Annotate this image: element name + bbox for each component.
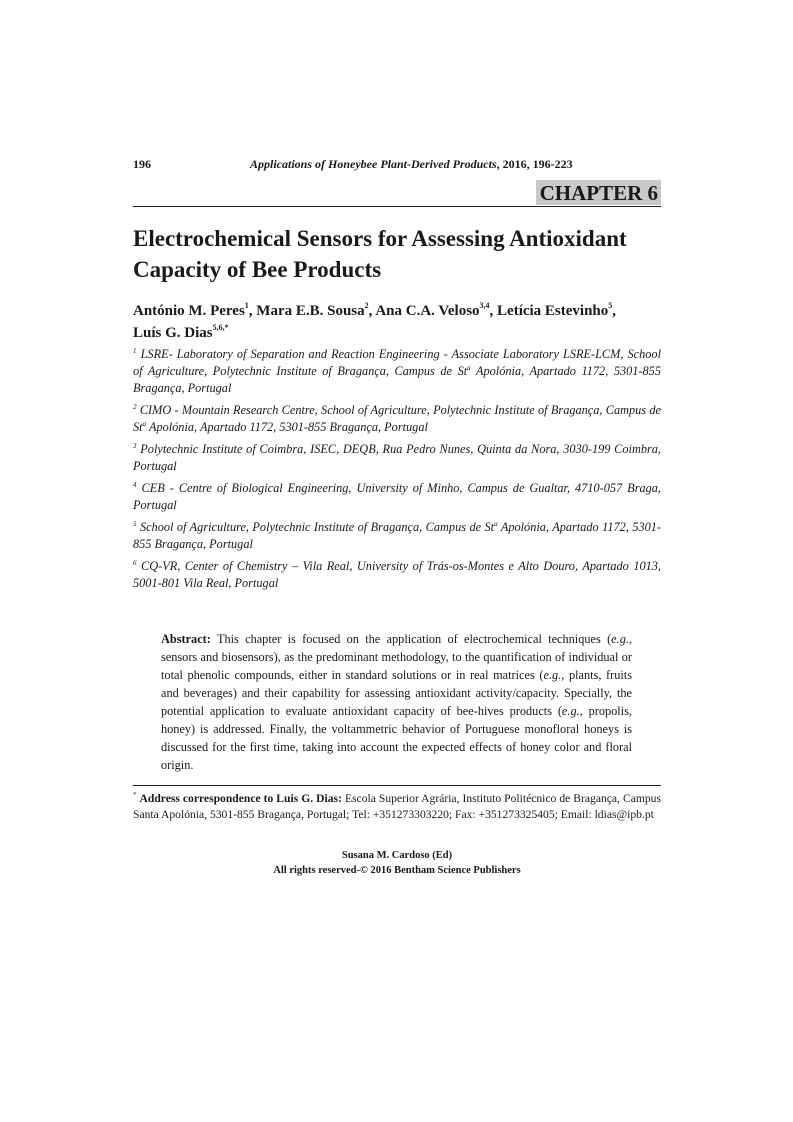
author-affiliation-marker: 2: [364, 301, 369, 310]
rights-line: All rights reserved-© 2016 Bentham Science Publishers: [273, 865, 521, 876]
editor-line: Susana M. Cardoso (Ed): [341, 850, 453, 861]
author-name: Letícia Estevinho: [497, 303, 609, 319]
author-name: Ana C.A. Veloso: [375, 303, 480, 319]
affiliation-number: 1: [133, 347, 137, 355]
page-number: 196: [133, 157, 151, 171]
abstract: [161, 630, 632, 774]
author-name: António M. Peres: [133, 303, 245, 319]
author-affiliation-marker: 3,4: [479, 301, 490, 310]
affiliation-text: Polytechnic Institute of Coimbra, ISEC, DEQB, Rua Pedro Nunes, Quinta da Nora, 3030-199 Coimbra, Portugal: [133, 442, 661, 473]
affiliation-text: LSRE- Laboratory of Separation and Reaction Engineering - Associate Laboratory LSRE-LCM, School of Agriculture, Polytechnic Institute of Bragança, Campus de St$^a$ Apolónia, Apartado 1172, 5301-855 Bragança, Portugal: [133, 347, 661, 395]
author-list: [133, 300, 663, 344]
correspondence-footnote: [133, 791, 661, 823]
chapter-label: CHAPTER 6: [536, 180, 661, 205]
journal-name: Applications of Honeybee Plant-Derived Products: [250, 157, 497, 171]
affiliation-item: [133, 519, 661, 553]
footnote-label: Address correspondence to Luis G. Dias:: [139, 792, 342, 805]
abstract-text: This chapter is focused on the application of electrochemical techniques (e.g., sensors and biosensors), as the predominant methodology, to the quantification of individual or total phenolic compounds, either in standard solutions or in real matrices (e.g., plants, fruits and beverages) and their capability for assessing antioxidant activity/capacity. Specially, the potential application to evaluate antioxidant capacity of bee-hives products (e.g., propolis, honey) is addressed. Finally, the voltammetric behavior of Portuguese monofloral honeys is discussed for the first time, taking into account the expected effects of honey color and floral origin.: [161, 632, 633, 772]
journal-citation: [250, 157, 573, 172]
abstract-label: Abstract:: [161, 632, 211, 646]
affiliation-item: [133, 346, 661, 397]
affiliation-item: [133, 558, 661, 592]
affiliation-number: 6: [133, 559, 137, 567]
publisher-block: [133, 848, 661, 878]
author-separator: ,: [368, 303, 376, 319]
affiliation-list: [133, 346, 661, 597]
affiliation-item: [133, 441, 661, 475]
footnote-text: Escola Superior Agrária, Instituto Politécnico de Bragança, Campus Santa Apolónia, 5301-855 Bragança, Portugal; Tel: +351273303220; Fax: +351273325405; Email: ldias@ipb.pt: [133, 792, 661, 821]
footnote-marker: *: [133, 791, 137, 799]
author-affiliation-marker: 5,6,*: [212, 323, 229, 332]
author-separator: ,: [248, 303, 257, 319]
author-affiliation-marker: 1: [244, 301, 249, 310]
affiliation-item: [133, 480, 661, 514]
affiliation-number: 5: [133, 520, 137, 528]
title-divider: [133, 206, 661, 207]
author-name: Mara E.B. Sousa: [256, 303, 365, 319]
author-separator: ,: [612, 303, 617, 319]
journal-year-pages: , 2016, 196-223: [496, 157, 573, 171]
author-name: Luís G. Dias: [133, 325, 213, 341]
author-separator: ,: [489, 303, 498, 319]
author-affiliation-marker: 5: [608, 301, 613, 310]
affiliation-number: 3: [133, 442, 137, 450]
chapter-title: Electrochemical Sensors for Assessing Antioxidant Capacity of Bee Products: [133, 226, 627, 282]
affiliation-text: CEB - Centre of Biological Engineering, University of Minho, Campus de Gualtar, 4710-057 Braga, Portugal: [133, 481, 662, 512]
affiliation-number: 4: [133, 481, 137, 489]
affiliation-number: 2: [133, 403, 137, 411]
affiliation-text: CIMO - Mountain Research Centre, School of Agriculture, Polytechnic Institute of Bragança, Campus de St$^a$ Apolónia, Apartado 1172, 5301-855 Bragança, Portugal: [133, 403, 661, 434]
footnote-divider: [133, 785, 661, 786]
affiliation-text: School of Agriculture, Polytechnic Institute of Bragança, Campus de St$^a$ Apolónia, Apartado 1172, 5301-855 Bragança, Portugal: [133, 520, 662, 551]
affiliation-text: CQ-VR, Center of Chemistry – Vila Real, University of Trás-os-Montes e Alto Douro, Apartado 1013, 5001-801 Vila Real, Portugal: [133, 559, 661, 590]
affiliation-item: [133, 402, 661, 436]
